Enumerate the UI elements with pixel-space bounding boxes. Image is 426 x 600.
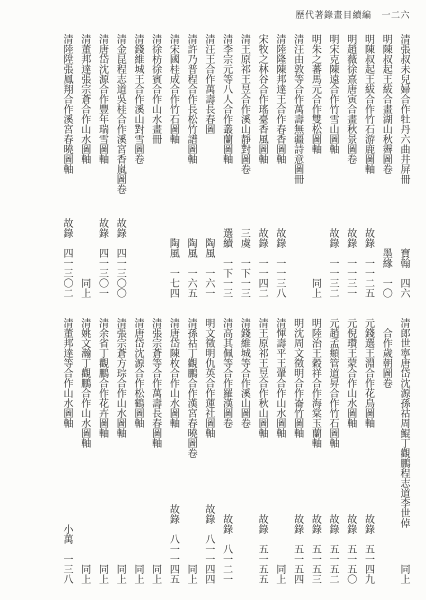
entry-title: 清宋國桂成合作竹石圖軸	[167, 34, 179, 144]
entry-source: 小萬 一三八	[61, 524, 72, 584]
entry-title: 清陸陞張鳳翔合作溪宮春曉圖軸	[61, 34, 72, 174]
entry-title: 清張宗蒼方琮合作山水圖軸	[114, 318, 126, 438]
entry-source: 故錄 四一三〇一	[96, 218, 108, 298]
entry-source: 故錄 五一五四	[291, 514, 303, 584]
entry-title: 明陳叔起王紱合作竹石游鹿圖軸	[362, 34, 374, 174]
book-title: 歷代著錄畫目續編	[295, 11, 372, 21]
entry-title: 清唐岱沈源合作松鶴圖軸	[131, 318, 143, 428]
entry-title: 清汪由敦等合作萬壽無疆詩意圖冊	[291, 34, 303, 184]
entry-title: 元錢選王淵合作花鳥圖軸	[362, 318, 374, 428]
catalog-entry	[291, 34, 303, 298]
entry-title: 清董邦達張宗蒼合作山水圖軸	[78, 34, 90, 164]
entry-source: 墨緣 一〇	[380, 248, 392, 298]
catalog-entry	[255, 34, 267, 298]
entry-source: 同上	[78, 564, 90, 584]
entry-title: 清錢維城等合作溪山圖卷	[238, 318, 250, 428]
entry-source: 同上	[131, 564, 143, 584]
catalog-entry	[202, 318, 214, 584]
entry-source: 選續 一下一三	[220, 228, 232, 298]
entry-source: 陶風 一六一	[202, 238, 214, 298]
catalog-entry	[344, 34, 356, 298]
catalog-entry	[291, 318, 303, 584]
entry-title: 清王原祁王昱合作秋山圖軸	[256, 318, 268, 438]
entry-source: 故錄 一一四二	[256, 228, 268, 298]
entry-source: 故錄 八一一四五	[167, 504, 179, 584]
entry-title: 清許乃普程合作長松竹譜圖軸	[185, 34, 197, 164]
entry-title: 明陳叔起王紱合畫湖山秋霽圖卷	[380, 34, 392, 174]
entry-title: 清李宗元等八人合作叢蘭圖軸	[220, 34, 232, 164]
page-number: 一二六	[381, 11, 410, 21]
entry-title: 清孫祜丁觀鵬合作漢宮春曉圖卷	[185, 318, 197, 458]
entry-title: 清張叔未兒婦合作牡丹六曲井屏冊	[398, 34, 409, 184]
catalog-entry	[237, 318, 249, 584]
entry-title: 明文徵明仇英合作蓮社圖軸	[202, 318, 214, 438]
entry-title: 明趙薇徐熹唐寅合畫秋景圖卷	[344, 34, 356, 164]
catalog-entry	[308, 318, 320, 584]
catalog-entry	[397, 34, 409, 298]
entry-title: 宋牧之林谷合作瑤臺香風圖軸	[256, 34, 268, 164]
entry-source: 同上	[149, 564, 161, 584]
catalog-entry	[184, 34, 196, 298]
entry-source: 故錄 五一五五	[256, 514, 268, 584]
catalog-entry	[379, 34, 391, 298]
entry-source: 寶翰 四六	[398, 248, 409, 298]
entry-source: 故錄 一一三一	[344, 228, 356, 298]
catalog-entry	[308, 34, 320, 298]
entry-title: 清董邦達等合作山水圖軸	[61, 318, 72, 428]
entry-source: 故錄 一一三二	[327, 228, 339, 298]
entry-source: 故錄 五一五〇	[344, 514, 356, 584]
running-header	[295, 8, 410, 21]
catalog-entry	[362, 34, 374, 298]
entry-title: 清惲壽平王翬合作山水圖軸	[273, 318, 285, 438]
catalog-entry	[60, 34, 72, 298]
entry-source: 故錄 八一二一	[220, 514, 232, 584]
catalog-entry	[202, 34, 214, 298]
entry-title: 清金昆程志道吳桂合作溪宮香嵐圖卷	[114, 34, 126, 194]
catalog-entry	[166, 34, 178, 298]
catalog-entry	[60, 318, 72, 584]
catalog-entry	[78, 34, 90, 298]
entry-source: 故錄 一一二五	[362, 228, 374, 298]
entry-title: 清陸隆陳邦達王合作春香圖軸	[273, 34, 285, 164]
catalog-entry	[95, 34, 107, 298]
upper-entries	[0, 34, 426, 298]
entry-source: 陶風 一六五	[185, 238, 197, 298]
entry-title: 明沈周文徵明合作崙竹圖軸	[291, 318, 303, 438]
catalog-entry	[379, 318, 391, 584]
entry-source: 同上	[114, 564, 126, 584]
catalog-entry	[237, 34, 249, 298]
catalog-entry	[397, 318, 409, 584]
entry-source: 故錄 四一三〇〇	[114, 218, 126, 298]
catalog-entry	[113, 318, 125, 584]
entry-title: 清汪王合作萬壽長春圖	[202, 34, 214, 134]
entry-title: 清唐岱沈源合作豐年瑞雪圖軸	[96, 34, 108, 164]
entry-source: 故錄 一一三八	[273, 228, 285, 298]
entry-title: 清王原祁王昱合作溪山靜對圖卷	[238, 34, 250, 174]
catalog-entry	[326, 34, 338, 298]
entry-title: 明陸治王穀祥合作海棠玉蘭軸	[309, 318, 321, 448]
entry-source: 陶風 一七四	[167, 238, 179, 298]
catalog-entry	[166, 318, 178, 584]
catalog-entry	[220, 318, 232, 584]
catalog-entry	[326, 318, 338, 584]
entry-source: 故錄 四一三〇二	[61, 218, 72, 298]
entry-title: 清徐枋徐賓合作山水畫冊	[149, 34, 161, 144]
entry-source: 同上	[78, 278, 90, 298]
entry-title: 清唐岱陳枚合作山水圖軸	[167, 318, 179, 428]
catalog-entry	[149, 34, 161, 298]
entry-title: 清張宗蒼等合作萬壽長春圖軸	[149, 318, 161, 448]
catalog-entry	[78, 318, 90, 584]
catalog-entry	[131, 34, 143, 298]
catalog-entry	[344, 318, 356, 584]
catalog-entry	[255, 318, 267, 584]
entry-title: 清姚文瀚丁觀鵬合作山水圖軸	[78, 318, 90, 448]
catalog-entry	[273, 34, 285, 298]
entry-title: 清錢維城王合作溪山對雪圖卷	[131, 34, 143, 164]
entry-source: 同上	[398, 564, 409, 584]
entry-source: 故錄 八一一四四	[202, 504, 214, 584]
catalog-entry	[220, 34, 232, 298]
entry-title: 明朱之蕃馬元合作雙松圖軸	[309, 34, 321, 154]
entry-title: 清郎世寧唐岱沈源孫祜周鯤丁觀鵬程志道李世倬	[398, 318, 409, 528]
entry-title: 元趙孟頫管道昇合作竹石圖軸	[327, 318, 339, 448]
catalog-entry	[149, 318, 161, 584]
entry-source: 故錄 五一五三	[309, 514, 321, 584]
catalog-entry	[273, 318, 285, 584]
catalog-entry	[184, 318, 196, 584]
entry-source: 同上	[273, 564, 285, 584]
entry-source: 同上	[185, 564, 197, 584]
entry-source: 三虞 一下一三	[238, 228, 250, 298]
catalog-entry	[131, 318, 143, 584]
catalog-entry	[113, 34, 125, 298]
entry-title: 明宋克陳遠合作竹雪山圖軸	[327, 34, 339, 154]
entry-source: 故錄 五一四九	[362, 514, 374, 584]
catalog-entry	[95, 318, 107, 584]
entry-title: 清高其佩等合作羅漢圖卷	[220, 318, 232, 428]
entry-title: 元倪瓚王蒙合作山水圖軸	[344, 318, 356, 428]
catalog-entry	[362, 318, 374, 584]
entry-title: 合作歲朝圖卷	[380, 328, 392, 388]
lower-entries	[0, 318, 426, 584]
entry-source: 同上	[309, 278, 321, 298]
entry-source: 故錄 五一五二	[327, 514, 339, 584]
entry-title: 清余省丁觀鵬合作花卉圖軸	[96, 318, 108, 438]
entry-source: 同上	[96, 564, 108, 584]
